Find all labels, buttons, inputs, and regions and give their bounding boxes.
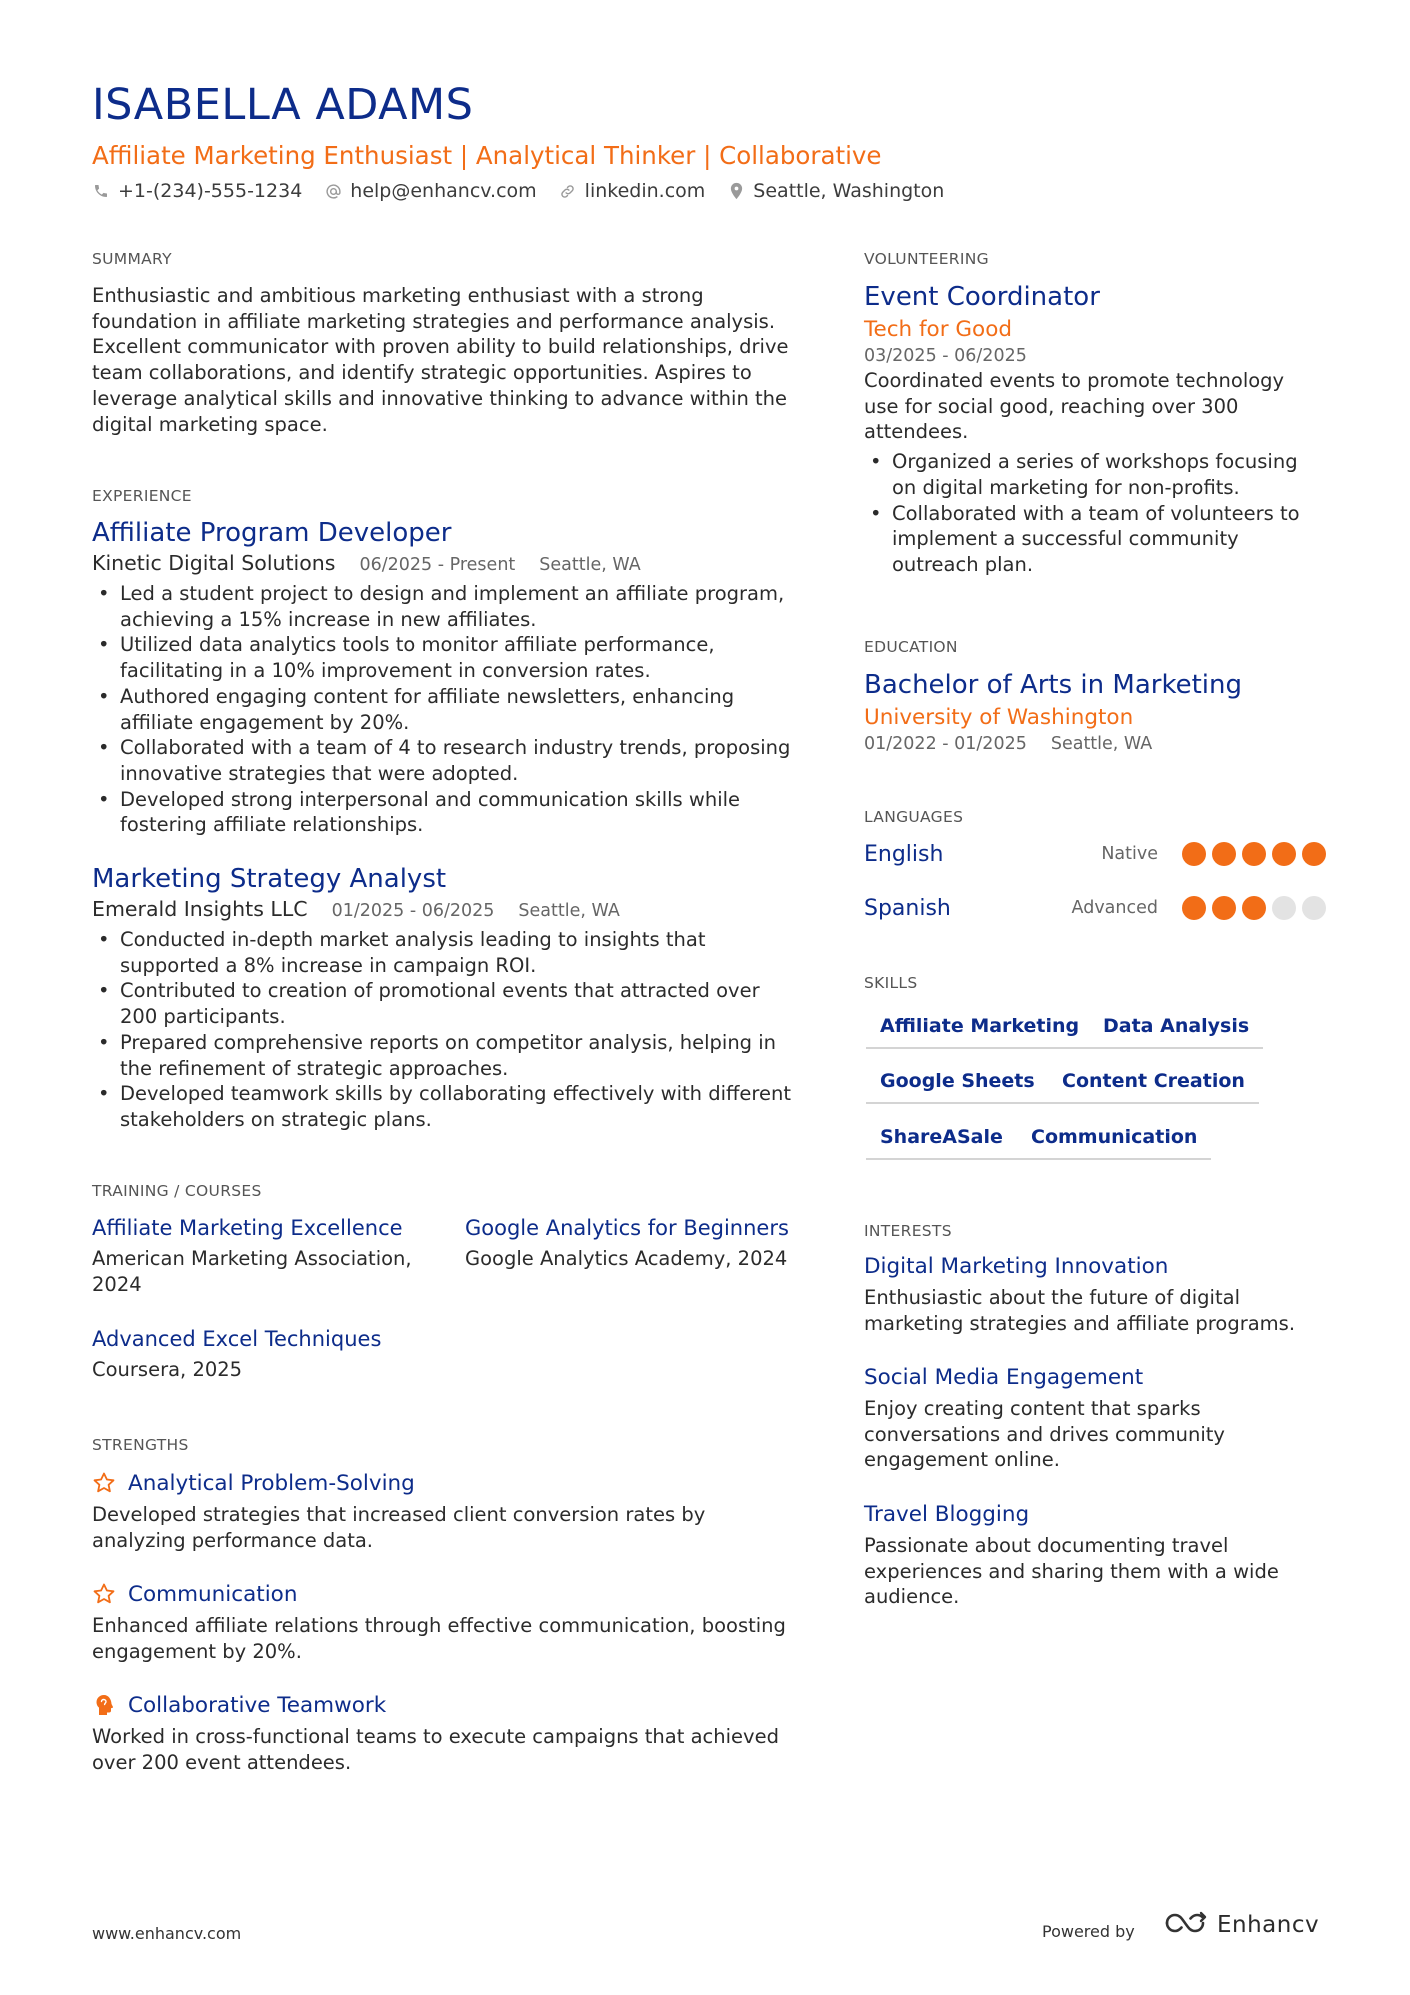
job-bullets	[92, 927, 792, 1133]
volunteer-org: Tech for Good	[864, 317, 1013, 342]
strength-desc: Developed strategies that increased client conversion rates by analyzing performance data.	[92, 1503, 706, 1552]
contact-linkedin-text: linkedin.com	[584, 180, 706, 202]
language-level: Advanced	[1071, 898, 1158, 918]
interest-entry	[864, 1364, 1324, 1473]
interest-entry	[864, 1253, 1324, 1336]
education-dates: 01/2022 - 01/2025	[864, 734, 1027, 754]
bullet-item: • Contributed to creation of promotional events that attracted over 200 participants.	[92, 978, 792, 1029]
language-row	[864, 892, 1326, 924]
bullet-item: • Led a student project to design and implement an affiliate program, achieving a 15% increase in new affiliates.	[92, 581, 792, 632]
languages-heading: LANGUAGES	[864, 808, 964, 826]
tagline: Affiliate Marketing Enthusiast | Analytical Thinker | Collaborative	[92, 141, 882, 170]
school: University of Washington	[864, 705, 1134, 730]
job-bullets	[92, 581, 792, 838]
job-meta	[92, 551, 792, 575]
strength-desc: Worked in cross-functional teams to execute campaigns that achieved over 200 event attendees.	[92, 1725, 779, 1774]
job-title: Affiliate Program Developer	[92, 518, 452, 548]
bullet-item: • Conducted in-depth market analysis leading to insights that supported a 8% increase in campaign ROI.	[92, 927, 792, 978]
job-company: Kinetic Digital Solutions	[92, 551, 336, 575]
skill-tag: Data Analysis	[1089, 1015, 1263, 1049]
volunteer-bullets	[864, 449, 1324, 578]
contact-bar	[92, 180, 966, 202]
job-title: Marketing Strategy Analyst	[92, 864, 447, 894]
rating-dot-filled	[1302, 842, 1326, 866]
language-rating	[1176, 896, 1326, 920]
interest-entry	[864, 1501, 1324, 1610]
footer-website-link[interactable]: www.enhancv.com	[92, 1924, 242, 1943]
summary-heading: SUMMARY	[92, 250, 172, 268]
brand-name: Enhancv	[1217, 1912, 1320, 1938]
at-icon	[324, 182, 342, 200]
enhancv-brand[interactable]	[1163, 1910, 1319, 1940]
strength-entry	[92, 1690, 792, 1775]
bullet-item: • Authored engaging content for affiliate newsletters, enhancing affiliate engagement by 20%.	[92, 684, 792, 735]
experience-heading: EXPERIENCE	[92, 487, 192, 505]
volunteer-role: Event Coordinator	[864, 282, 1100, 312]
job-location: Seattle, WA	[518, 901, 620, 921]
contact-email[interactable]	[324, 180, 536, 202]
interests-heading: INTERESTS	[864, 1222, 952, 1240]
skill-tag: ShareASale	[866, 1126, 1017, 1160]
phone-icon	[92, 182, 110, 200]
skill-tag: Content Creation	[1048, 1070, 1259, 1104]
volunteer-meta	[864, 346, 1324, 366]
interest-desc: Enjoy creating content that sparks conversations and drives community engagement online.	[864, 1397, 1225, 1472]
location-pin-icon	[727, 182, 745, 200]
rating-dot-filled	[1182, 842, 1206, 866]
bullet-item: • Collaborated with a team of volunteers to implement a successful community outreach plan.	[864, 501, 1324, 578]
skill-tag: Communication	[1017, 1126, 1211, 1160]
strength-entry	[92, 1579, 792, 1664]
job-meta	[92, 897, 792, 921]
language-row	[864, 838, 1326, 870]
star-outline-icon	[92, 1471, 116, 1495]
language-name: English	[864, 841, 944, 867]
link-icon	[559, 182, 577, 200]
education-heading: EDUCATION	[864, 638, 958, 656]
job-location: Seattle, WA	[539, 555, 641, 575]
course-entry	[92, 1214, 432, 1297]
education-entry	[864, 669, 1324, 754]
language-rating	[1176, 842, 1326, 866]
skill-tag: Affiliate Marketing	[866, 1015, 1093, 1049]
head-brain-icon	[92, 1693, 116, 1717]
contact-linkedin[interactable]	[559, 180, 706, 202]
skill-tag: Google Sheets	[866, 1070, 1049, 1104]
interest-title: Social Media Engagement	[864, 1365, 1144, 1390]
job-company: Emerald Insights LLC	[92, 897, 308, 921]
volunteer-summary: Coordinated events to promote technology use for social good, reaching over 300 attendees.	[864, 369, 1285, 444]
rating-dot-empty	[1302, 896, 1326, 920]
bullet-item: • Organized a series of workshops focusing on digital marketing for non-profits.	[864, 449, 1324, 500]
training-heading: TRAINING / COURSES	[92, 1182, 262, 1200]
contact-location	[727, 180, 944, 202]
education-location: Seattle, WA	[1050, 734, 1153, 754]
contact-phone[interactable]	[92, 180, 302, 202]
contact-email-text: help@enhancv.com	[350, 180, 537, 202]
strength-entry	[92, 1468, 792, 1553]
volunteering-heading: VOLUNTEERING	[864, 250, 989, 268]
strength-title: Communication	[128, 1581, 298, 1607]
rating-dot-filled	[1242, 896, 1266, 920]
strengths-heading: STRENGTHS	[92, 1436, 189, 1454]
rating-dot-filled	[1182, 896, 1206, 920]
course-entry	[92, 1325, 432, 1383]
star-outline-icon	[92, 1582, 116, 1606]
interest-title: Digital Marketing Innovation	[864, 1254, 1169, 1279]
job-entry	[92, 863, 792, 1133]
candidate-name: ISABELLA ADAMS	[92, 80, 474, 130]
course-org: Google Analytics Academy, 2024	[465, 1247, 788, 1270]
rating-dot-filled	[1242, 842, 1266, 866]
volunteer-dates: 03/2025 - 06/2025	[864, 346, 1027, 366]
course-org: American Marketing Association, 2024	[92, 1247, 412, 1296]
language-level: Native	[1101, 844, 1158, 864]
rating-dot-filled	[1212, 842, 1236, 866]
degree: Bachelor of Arts in Marketing	[864, 670, 1242, 700]
job-entry	[92, 517, 792, 838]
course-title: Google Analytics for Beginners	[465, 1216, 789, 1240]
course-entry	[465, 1214, 805, 1272]
interest-desc: Passionate about documenting travel experiences and sharing them with a wide audience.	[864, 1534, 1279, 1609]
bullet-item: • Developed teamwork skills by collaborating effectively with different stakeholders on strategic plans.	[92, 1081, 792, 1132]
job-dates: 01/2025 - 06/2025	[331, 901, 495, 921]
strength-title: Analytical Problem-Solving	[128, 1470, 415, 1496]
contact-location-text: Seattle, Washington	[753, 180, 945, 202]
bullet-item: • Developed strong interpersonal and communication skills while fostering affiliate relationships.	[92, 787, 792, 838]
education-meta	[864, 734, 1324, 754]
course-org: Coursera, 2025	[92, 1358, 243, 1381]
interest-title: Travel Blogging	[864, 1502, 1030, 1527]
rating-dot-filled	[1272, 842, 1296, 866]
strength-title: Collaborative Teamwork	[128, 1692, 387, 1718]
strength-desc: Enhanced affiliate relations through effective communication, boosting engagement by 20%.	[92, 1614, 786, 1663]
course-title: Advanced Excel Techniques	[92, 1327, 382, 1351]
language-name: Spanish	[864, 895, 951, 921]
job-dates: 06/2025 - Present	[359, 555, 516, 575]
contact-phone-text: +1-(234)-555-1234	[118, 180, 303, 202]
skills-heading: SKILLS	[864, 974, 918, 992]
rating-dot-filled	[1212, 896, 1236, 920]
summary-text: Enthusiastic and ambitious marketing enthusiast with a strong foundation in affiliate marketing strategies and performance analysis. Excellent communicator with proven ability to build relationships, drive team collaborations, and identify strategic opportunities. Aspires to leverage analytical skills and innovative thinking to advance within the digital marketing space.	[92, 284, 789, 436]
rating-dot-empty	[1272, 896, 1296, 920]
enhancv-logo-icon	[1163, 1910, 1209, 1940]
bullet-item: • Utilized data analytics tools to monitor affiliate performance, facilitating in a 10% improvement in conversion rates.	[92, 632, 792, 683]
course-title: Affiliate Marketing Excellence	[92, 1216, 403, 1240]
bullet-item: • Collaborated with a team of 4 to research industry trends, proposing innovative strategies that were adopted.	[92, 735, 792, 786]
powered-by-label: Powered by	[1042, 1922, 1135, 1941]
bullet-item: • Prepared comprehensive reports on competitor analysis, helping in the refinement of strategic approaches.	[92, 1030, 792, 1081]
interest-desc: Enthusiastic about the future of digital marketing strategies and affiliate programs.	[864, 1286, 1296, 1335]
volunteering-entry	[864, 281, 1324, 578]
